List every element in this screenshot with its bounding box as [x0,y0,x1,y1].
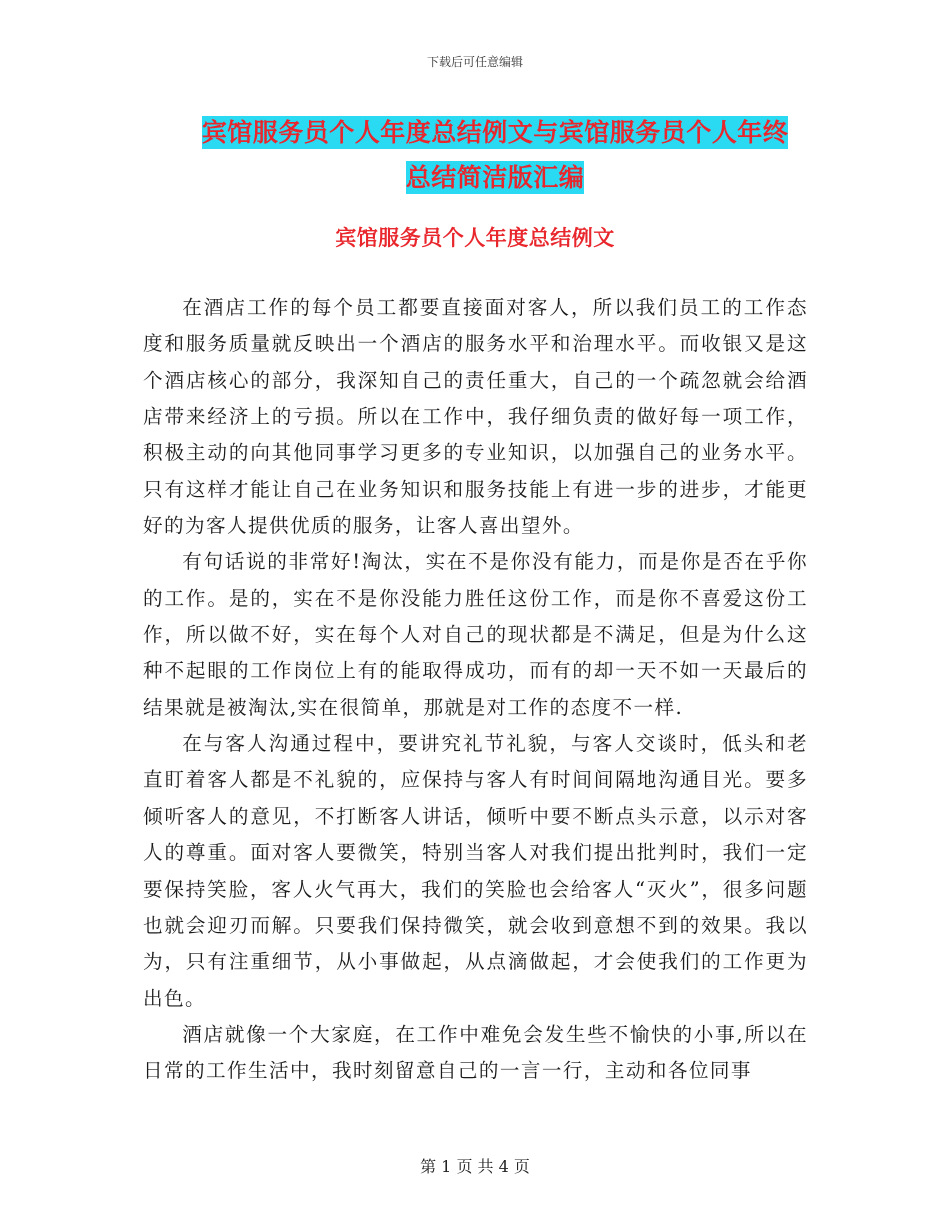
body-text [143,290,808,1090]
document-title-line-1: 宾馆服务员个人年度总结例文与宾馆服务员个人年终 [201,118,789,147]
header-note: 下载后可任意编辑 [426,55,523,69]
page-number: 第 1 页 共 4 页 [420,1157,530,1176]
section-title: 宾馆服务员个人年度总结例文 [335,226,615,250]
document-title [140,110,850,200]
paragraph: 在酒店工作的每个员工都要直接面对客人，所以我们员工的工作态度和服务质量就反映出一个酒店的服务水平和治理水平。而收银又是这个酒店核心的部分，我深知自己的责任重大，自己的一个疏忽就会给酒店带来经济上的亏损。所以在工作中，我仔细负责的做好每一项工作，积极主动的向其他同事学习更多的专业知识，以加强自己的业务水平。只有这样才能让自己在业务知识和服务技能上有进一步的进步，才能更好的为客人提供优质的服务，让客人喜出望外。 [143,296,808,538]
paragraph: 在与客人沟通过程中，要讲究礼节礼貌，与客人交谈时，低头和老直盯着客人都是不礼貌的，应保持与客人有时间间隔地沟通目光。要多倾听客人的意见，不打断客人讲话，倾听中要不断点头示意，以示对客人的尊重。面对客人要微笑，特别当客人对我们提出批判时，我们一定要保持笑脸，客人火气再大，我们的笑脸也会给客人“灭火”，很多问题也就会迎刃而解。只要我们保持微笑，就会收到意想不到的效果。我以为，只有注重细节，从小事做起，从点滴做起，才会使我们的工作更为出色。 [143,732,808,1010]
paragraph: 酒店就像一个大家庭，在工作中难免会发生些不愉快的小事,所以在日常的工作生活中，我时刻留意自己的一言一行，主动和各位同事 [143,1022,808,1083]
document-title-line-2: 总结简洁版汇编 [405,163,585,192]
paragraph: 有句话说的非常好!淘汰，实在不是你没有能力，而是你是否在乎你的工作。是的，实在不是你没能力胜任这份工作，而是你不喜爱这份工作，所以做不好，实在每个人对自己的现状都是不满足，但是为什么这种不起眼的工作岗位上有的能取得成功，而有的却一天不如一天最后的结果就是被淘汰,实在很简单，那就是对工作的态度不一样. [143,550,808,719]
